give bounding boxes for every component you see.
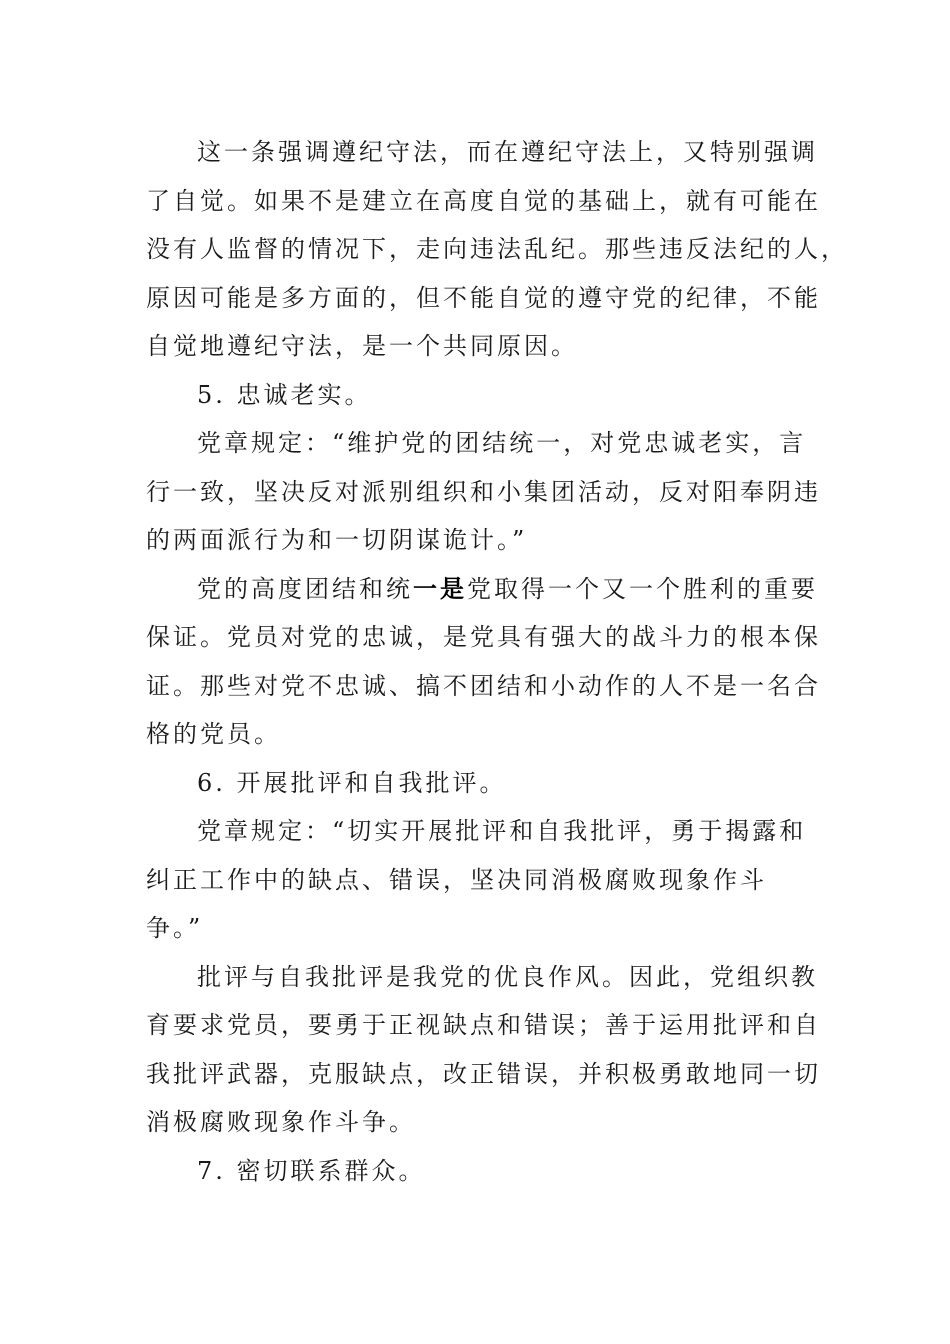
text-line: 行一致，坚决反对派别组织和小集团活动，反对阳奉阴违 (146, 477, 821, 506)
text-line: 党章规定：“维护党的团结统一，对党忠诚老实，言 (197, 429, 807, 457)
heading-text: 5. 忠诚老实。 (197, 380, 372, 409)
text-line: 消极腐败现象作斗争。 (146, 1108, 416, 1136)
text-line: 证。那些对党不忠诚、搞不团结和小动作的人不是一名合 (146, 671, 821, 700)
bold-text: 一是 (413, 573, 467, 603)
text-line: 没有人监督的情况下，走向违法乱纪。那些违反法纪的人， (146, 235, 848, 263)
text-segment: 党取得一个又一个胜利的重要 (467, 574, 818, 603)
paragraph-criticism (146, 953, 821, 1147)
text-line: 原因可能是多方面的，但不能自觉的遵守党的纪律，不能 (146, 283, 821, 312)
section-heading-7 (146, 1147, 796, 1196)
text-line: 批评与自我批评是我党的优良作风。因此，党组织教 (197, 962, 818, 991)
paragraph-self-discipline (146, 128, 848, 371)
text-line: 这一条强调遵纪守法，而在遵纪守法上，又特别强调 (197, 138, 818, 166)
text-line: 保证。党员对党的忠诚，是党具有强大的战斗力的根本保 (146, 623, 821, 651)
document-body (146, 128, 848, 1195)
paragraph-charter-quote-6 (146, 807, 807, 953)
text-line: 纠正工作中的缺点、错误，坚决同消极腐败现象作斗 (146, 865, 767, 894)
text-line: 格的党员。 (146, 720, 281, 748)
text-segment: 党的高度团结和统 (197, 574, 413, 603)
text-line: 的两面派行为和一切阴谋诡计。” (146, 526, 528, 554)
text-line: 党章规定：“切实开展批评和自我批评，勇于揭露和 (197, 817, 807, 845)
text-line: 自觉地遵纪守法，是一个共同原因。 (146, 332, 578, 360)
text-line: 我批评武器，克服缺点，改正错误，并积极勇敢地同一切 (146, 1059, 821, 1088)
section-heading-6 (146, 759, 796, 808)
text-line: 育要求党员，要勇于正视缺点和错误；善于运用批评和自 (146, 1011, 821, 1039)
heading-text: 6. 开展批评和自我批评。 (197, 768, 507, 797)
section-heading-5 (146, 371, 796, 420)
heading-text: 7. 密切联系群众。 (197, 1156, 426, 1185)
text-line (146, 565, 818, 614)
paragraph-charter-quote-5 (146, 419, 821, 565)
text-line: 了自觉。如果不是建立在高度自觉的基础上，就有可能在 (146, 186, 821, 215)
paragraph-unity (146, 565, 821, 759)
text-line: 争。” (146, 914, 204, 942)
